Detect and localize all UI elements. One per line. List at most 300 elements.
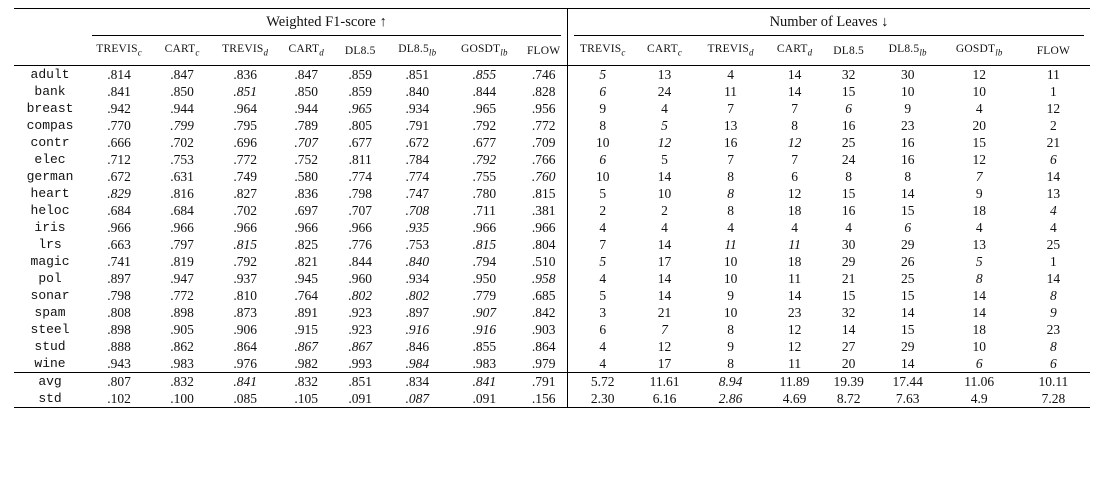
table-row <box>14 253 1090 270</box>
col-header-leaves-1 <box>634 36 696 66</box>
f1-score-cell: .828 <box>531 84 556 100</box>
table-row <box>14 100 1090 117</box>
col-header-subscript: d <box>319 47 324 58</box>
leaves-count-cell: 5.72 <box>567 373 633 391</box>
leaves-count-cell: 5 <box>567 253 633 270</box>
f1-score-cell: .966 <box>348 220 373 236</box>
f1-score-cell: .746 <box>531 67 556 83</box>
leaves-count-cell: 16 <box>723 135 738 151</box>
leaves-count-cell: 23 <box>900 118 915 134</box>
table-row <box>14 236 1090 253</box>
dataset-name: bank <box>34 84 66 100</box>
f1-score-cell: .797 <box>170 237 194 253</box>
f1-score-cell: .815 <box>472 237 497 253</box>
leaves-count-cell: 4 <box>727 220 734 236</box>
f1-score-cell: .855 <box>472 67 497 83</box>
f1-score-cell: .753 <box>170 152 194 168</box>
leaves-count-cell: 9 <box>904 101 912 117</box>
f1-score-cell: .780 <box>472 186 497 202</box>
f1-score-cell: .685 <box>531 288 556 304</box>
dataset-name: pol <box>38 271 62 287</box>
f1-score-cell: .708 <box>405 203 430 219</box>
f1-score-cell: .799 <box>170 118 194 134</box>
f1-score-cell: .851 <box>233 84 257 100</box>
f1-score-cell: .697 <box>294 203 319 219</box>
group-header-row <box>14 9 1090 37</box>
f1-score-cell: .798 <box>107 288 131 304</box>
col-header-name: TREVIS <box>579 43 622 55</box>
leaves-count-cell: 8.72 <box>824 390 874 408</box>
f1-score-cell: .795 <box>233 118 257 134</box>
leaves-count-cell: 4 <box>975 101 983 117</box>
col-header-name: CART <box>164 43 196 55</box>
f1-score-cell: .966 <box>233 220 257 236</box>
dataset-name: breast <box>26 101 74 117</box>
f1-score-cell: .851 <box>405 67 430 83</box>
f1-score-cell: .770 <box>107 118 131 134</box>
f1-score-cell: .105 <box>278 390 334 408</box>
f1-score-cell: .958 <box>531 271 556 287</box>
leaves-count-cell: 13 <box>1046 186 1061 202</box>
leaves-count-cell: 11.61 <box>634 373 696 391</box>
leaves-count-cell: 5 <box>567 287 633 304</box>
dataset-name: sonar <box>30 288 70 304</box>
leaves-count-cell: 4 <box>1050 203 1057 219</box>
f1-score-cell: .965 <box>348 101 373 117</box>
f1-score-cell: .859 <box>348 67 373 83</box>
table-row <box>14 66 1090 84</box>
f1-score-cell: .672 <box>405 135 430 151</box>
f1-score-cell: .802 <box>405 288 430 304</box>
f1-score-cell: .091 <box>334 390 386 408</box>
f1-score-cell: .827 <box>233 186 257 202</box>
f1-score-cell: .709 <box>531 135 556 151</box>
leaves-count-cell: 11 <box>788 271 802 287</box>
f1-score-cell: .798 <box>348 186 373 202</box>
leaves-count-cell: 4 <box>661 101 668 117</box>
leaves-count-cell: 19.39 <box>824 373 874 391</box>
f1-score-cell: .850 <box>170 84 194 100</box>
leaves-count-cell: 13 <box>723 118 738 134</box>
table-row <box>14 219 1090 236</box>
f1-score-cell: .784 <box>405 152 430 168</box>
col-header-subscript: d <box>807 47 813 58</box>
leaves-count-cell: 8 <box>1050 339 1057 355</box>
f1-group-header <box>86 9 567 37</box>
leaves-count-cell: 20 <box>972 118 986 134</box>
results-table <box>14 8 1090 408</box>
f1-score-cell: .707 <box>348 203 373 219</box>
f1-score-cell: .821 <box>294 254 319 270</box>
leaves-count-cell: 5 <box>567 185 633 202</box>
f1-score-cell: .815 <box>233 237 257 253</box>
f1-score-cell: .712 <box>107 152 131 168</box>
col-header-leaves-5 <box>874 36 942 66</box>
f1-group-label: Weighted F1-score ↑ <box>92 9 561 36</box>
f1-score-cell: .804 <box>531 237 556 253</box>
leaves-count-cell: 14 <box>900 356 915 372</box>
f1-score-cell: .916 <box>472 322 497 338</box>
leaves-count-cell: 6 <box>1050 356 1057 372</box>
f1-score-cell: .862 <box>170 339 194 355</box>
table-row <box>14 338 1090 355</box>
f1-score-cell: .791 <box>520 373 567 391</box>
f1-score-cell: .672 <box>107 169 131 185</box>
leaves-count-cell: 13 <box>657 67 672 83</box>
f1-score-cell: .819 <box>170 254 194 270</box>
f1-score-cell: .898 <box>107 322 131 338</box>
col-header-subscript: c <box>137 47 142 58</box>
f1-score-cell: .707 <box>294 135 319 151</box>
leaves-count-cell: 12 <box>787 135 802 151</box>
leaves-count-cell: 24 <box>841 152 856 168</box>
f1-score-cell: .950 <box>472 271 497 287</box>
f1-score-cell: .808 <box>107 305 131 321</box>
col-header-f1-4 <box>334 36 386 66</box>
leaves-count-cell: 8 <box>845 169 853 185</box>
leaves-count-cell: 29 <box>900 339 915 355</box>
f1-score-cell: .792 <box>233 254 257 270</box>
f1-score-cell: .935 <box>405 220 430 236</box>
dataset-name: stud <box>34 339 66 355</box>
f1-score-cell: .850 <box>294 84 319 100</box>
f1-score-cell: .789 <box>294 118 319 134</box>
f1-score-cell: .764 <box>294 288 319 304</box>
leaves-count-cell: 6 <box>567 151 633 168</box>
leaves-count-cell: 3 <box>567 304 633 321</box>
dataset-name: iris <box>34 220 66 236</box>
leaves-count-cell: 14 <box>657 288 672 304</box>
leaves-count-cell: 1 <box>1050 84 1057 100</box>
f1-score-cell: .934 <box>405 271 430 287</box>
table-row <box>14 168 1090 185</box>
leaves-count-cell: 7 <box>567 236 633 253</box>
col-header-subscript: c <box>621 47 626 58</box>
col-header-name: GOSDT <box>955 43 996 55</box>
f1-score-cell: .807 <box>86 373 152 391</box>
dataset-name: adult <box>30 67 70 83</box>
leaves-count-cell: 17 <box>657 254 672 270</box>
f1-score-cell: .772 <box>233 152 257 168</box>
f1-score-cell: .774 <box>348 169 373 185</box>
f1-score-cell: .945 <box>294 271 319 287</box>
f1-score-cell: .696 <box>233 135 257 151</box>
f1-score-cell: .983 <box>170 356 194 372</box>
f1-score-cell: .891 <box>294 305 319 321</box>
f1-score-cell: .510 <box>531 254 556 270</box>
f1-score-cell: .702 <box>170 135 194 151</box>
f1-score-cell: .905 <box>170 322 194 338</box>
f1-score-cell: .814 <box>107 67 131 83</box>
f1-score-cell: .847 <box>294 67 319 83</box>
leaves-count-cell: 6 <box>845 101 853 117</box>
f1-score-cell: .805 <box>348 118 373 134</box>
f1-score-cell: .684 <box>107 203 131 219</box>
leaves-count-cell: 4 <box>845 220 853 236</box>
table-row <box>14 287 1090 304</box>
leaves-count-cell: 9 <box>727 339 734 355</box>
table-row <box>14 202 1090 219</box>
dataset-col-header <box>14 36 86 66</box>
leaves-count-cell: 14 <box>787 288 802 304</box>
leaves-count-cell: 4 <box>567 338 633 355</box>
leaves-count-cell: 1 <box>1050 254 1057 270</box>
leaves-count-cell: 8 <box>975 271 983 287</box>
leaves-count-cell: 14 <box>1046 271 1061 287</box>
col-header-name: CART <box>288 43 320 55</box>
leaves-count-cell: 15 <box>900 322 915 338</box>
leaves-count-cell: 14 <box>900 305 915 321</box>
table-row <box>14 185 1090 202</box>
leaves-count-cell: 25 <box>900 271 915 287</box>
leaves-count-cell: 8 <box>727 203 734 219</box>
leaves-count-cell: 11.06 <box>942 373 1017 391</box>
dataset-name: std <box>14 390 86 408</box>
leaves-count-cell: 10 <box>900 84 915 100</box>
f1-score-cell: .867 <box>348 339 373 355</box>
leaves-count-cell: 7 <box>727 152 734 168</box>
f1-score-cell: .811 <box>348 152 372 168</box>
f1-score-cell: .844 <box>472 84 497 100</box>
f1-score-cell: .873 <box>233 305 257 321</box>
leaves-count-cell: 18 <box>972 322 986 338</box>
f1-score-cell: .816 <box>170 186 194 202</box>
col-header-f1-5 <box>386 36 448 66</box>
dataset-name: german <box>26 169 74 185</box>
leaves-count-cell: 14 <box>972 288 986 304</box>
leaves-group-header <box>567 9 1090 37</box>
corner-cell <box>14 9 86 37</box>
f1-score-cell: .702 <box>233 203 257 219</box>
leaves-count-cell: 4 <box>567 355 633 373</box>
leaves-count-cell: 11.89 <box>766 373 824 391</box>
dataset-name: lrs <box>38 237 62 253</box>
dataset-name: wine <box>34 356 66 372</box>
leaves-count-cell: 24 <box>657 84 672 100</box>
leaves-count-cell: 6 <box>904 220 912 236</box>
leaves-count-cell: 16 <box>841 118 856 134</box>
leaves-count-cell: 16 <box>900 152 915 168</box>
f1-score-cell: .923 <box>348 305 373 321</box>
f1-score-cell: .867 <box>294 339 319 355</box>
f1-score-cell: .888 <box>107 339 131 355</box>
leaves-count-cell: 9 <box>567 100 633 117</box>
leaves-count-cell: 10 <box>723 271 738 287</box>
f1-score-cell: .944 <box>170 101 194 117</box>
col-header-name: FLOW <box>526 44 561 57</box>
leaves-count-cell: 8 <box>727 169 734 185</box>
leaves-count-cell: 6.16 <box>634 390 696 408</box>
leaves-count-cell: 7 <box>791 101 798 117</box>
col-header-name: DL8.5 <box>888 43 920 55</box>
col-header-subscript: d <box>263 47 269 58</box>
dataset-name: contr <box>30 135 70 151</box>
table-row <box>14 117 1090 134</box>
f1-score-cell: .841 <box>448 373 520 391</box>
f1-score-cell: .903 <box>531 322 556 338</box>
f1-score-cell: .842 <box>531 305 556 321</box>
leaves-count-cell: 12 <box>657 135 672 151</box>
f1-score-cell: .684 <box>170 203 194 219</box>
f1-score-cell: .381 <box>531 203 556 219</box>
col-header-name: DL8.5 <box>398 43 429 55</box>
leaves-count-cell: 30 <box>841 237 856 253</box>
leaves-count-cell: 13 <box>972 237 986 253</box>
leaves-count-cell: 8 <box>727 186 734 202</box>
f1-score-cell: .749 <box>233 169 257 185</box>
leaves-count-cell: 14 <box>787 84 802 100</box>
f1-score-cell: .982 <box>294 356 319 372</box>
dataset-name: steel <box>30 322 70 338</box>
f1-score-cell: .923 <box>348 322 373 338</box>
f1-score-cell: .976 <box>233 356 257 372</box>
col-header-name: DL8.5 <box>833 44 865 57</box>
leaves-count-cell: 29 <box>841 254 856 270</box>
leaves-count-cell: 21 <box>657 305 672 321</box>
leaves-count-cell: 4.69 <box>766 390 824 408</box>
leaves-count-cell: 10 <box>657 186 672 202</box>
dataset-name: compas <box>26 118 74 134</box>
leaves-count-cell: 32 <box>841 67 856 83</box>
f1-score-cell: .779 <box>472 288 497 304</box>
f1-score-cell: .846 <box>405 339 430 355</box>
f1-score-cell: .711 <box>472 203 496 219</box>
leaves-count-cell: 6 <box>1050 152 1057 168</box>
f1-score-cell: .841 <box>212 373 278 391</box>
f1-score-cell: .772 <box>531 118 556 134</box>
f1-score-cell: .960 <box>348 271 373 287</box>
leaves-count-cell: 10 <box>567 168 633 185</box>
leaves-count-cell: 4 <box>567 270 633 287</box>
col-header-name: GOSDT <box>460 43 501 55</box>
col-header-subscript: c <box>195 47 200 58</box>
table-row <box>14 390 1090 408</box>
col-header-subscript: lb <box>500 47 508 58</box>
f1-score-cell: .760 <box>531 169 556 185</box>
leaves-count-cell: 14 <box>657 271 672 287</box>
column-header-row <box>14 36 1090 66</box>
f1-score-cell: .834 <box>386 373 448 391</box>
leaves-count-cell: 15 <box>972 135 986 151</box>
dataset-name: elec <box>34 152 66 168</box>
f1-score-cell: .753 <box>405 237 430 253</box>
col-header-f1-1 <box>152 36 212 66</box>
leaves-count-cell: 4 <box>727 67 734 83</box>
leaves-count-cell: 8 <box>1050 288 1057 304</box>
f1-score-cell: .802 <box>348 288 373 304</box>
leaves-count-cell: 5 <box>661 152 668 168</box>
col-header-subscript: c <box>677 47 683 58</box>
f1-score-cell: .983 <box>472 356 497 372</box>
leaves-count-cell: 10 <box>723 305 738 321</box>
f1-score-cell: .942 <box>107 101 131 117</box>
leaves-count-cell: 5 <box>567 66 633 84</box>
leaves-count-cell: 10 <box>972 339 986 355</box>
f1-score-cell: .156 <box>520 390 567 408</box>
leaves-count-cell: 2 <box>1050 118 1057 134</box>
leaves-count-cell: 2.86 <box>696 390 766 408</box>
f1-score-cell: .864 <box>233 339 257 355</box>
f1-score-cell: .965 <box>472 101 497 117</box>
leaves-count-cell: 7.63 <box>874 390 942 408</box>
f1-score-cell: .966 <box>170 220 194 236</box>
results-body <box>14 66 1090 408</box>
leaves-count-cell: 21 <box>1046 135 1061 151</box>
f1-score-cell: .855 <box>472 339 497 355</box>
leaves-count-cell: 4.9 <box>942 390 1017 408</box>
leaves-count-cell: 9 <box>727 288 734 304</box>
leaves-count-cell: 14 <box>1046 169 1061 185</box>
f1-score-cell: .774 <box>405 169 430 185</box>
f1-score-cell: .085 <box>212 390 278 408</box>
leaves-count-cell: 21 <box>841 271 856 287</box>
leaves-count-cell: 7 <box>727 101 734 117</box>
leaves-count-cell: 7 <box>975 169 983 185</box>
leaves-count-cell: 6 <box>975 356 983 372</box>
leaves-count-cell: 17.44 <box>874 373 942 391</box>
leaves-count-cell: 7 <box>661 322 668 338</box>
f1-score-cell: .832 <box>152 373 212 391</box>
leaves-count-cell: 15 <box>900 203 915 219</box>
col-header-f1-3 <box>278 36 334 66</box>
f1-score-cell: .898 <box>170 305 194 321</box>
table-row <box>14 321 1090 338</box>
col-header-leaves-4 <box>824 36 874 66</box>
leaves-count-cell: 25 <box>841 135 856 151</box>
f1-score-cell: .832 <box>278 373 334 391</box>
leaves-count-cell: 20 <box>841 356 856 372</box>
f1-score-cell: .907 <box>472 305 497 321</box>
table-row <box>14 304 1090 321</box>
col-header-name: FLOW <box>1036 44 1071 57</box>
leaves-count-cell: 8.94 <box>696 373 766 391</box>
f1-score-cell: .747 <box>405 186 430 202</box>
leaves-count-cell: 5 <box>661 118 668 134</box>
dataset-name: avg <box>14 373 86 391</box>
leaves-count-cell: 11 <box>788 237 801 253</box>
leaves-count-cell: 14 <box>657 169 672 185</box>
leaves-count-cell: 15 <box>841 84 856 100</box>
col-header-name: TREVIS <box>707 43 749 55</box>
dataset-name: heart <box>30 186 70 202</box>
leaves-count-cell: 14 <box>900 186 915 202</box>
leaves-count-cell: 27 <box>841 339 856 355</box>
f1-score-cell: .844 <box>348 254 373 270</box>
f1-score-cell: .897 <box>405 305 430 321</box>
col-header-f1-7 <box>520 36 567 66</box>
table-row <box>14 355 1090 373</box>
f1-score-cell: .794 <box>472 254 497 270</box>
table-row <box>14 134 1090 151</box>
leaves-count-cell: 9 <box>975 186 983 202</box>
leaves-count-cell: 11 <box>724 84 738 100</box>
leaves-count-cell: 11 <box>788 356 802 372</box>
leaves-count-cell: 12 <box>972 67 986 83</box>
f1-score-cell: .829 <box>107 186 131 202</box>
leaves-count-cell: 17 <box>657 356 672 372</box>
leaves-count-cell: 23 <box>1046 322 1061 338</box>
f1-score-cell: .810 <box>233 288 257 304</box>
f1-score-cell: .840 <box>405 254 430 270</box>
leaves-count-cell: 4 <box>567 219 633 236</box>
f1-score-cell: .102 <box>86 390 152 408</box>
leaves-count-cell: 11 <box>1046 67 1060 83</box>
leaves-count-cell: 16 <box>841 203 856 219</box>
leaves-count-cell: 8 <box>727 322 734 338</box>
f1-score-cell: .934 <box>405 101 430 117</box>
leaves-count-cell: 15 <box>841 186 856 202</box>
f1-score-cell: .677 <box>348 135 373 151</box>
